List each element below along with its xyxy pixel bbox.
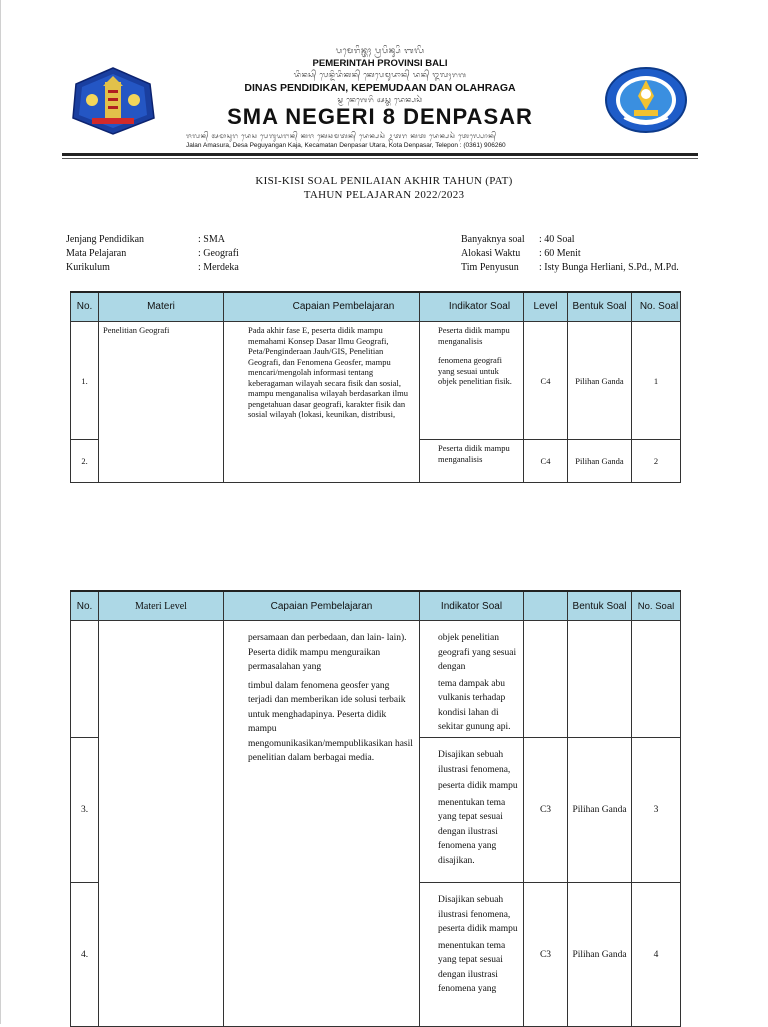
balinese-script-line: ᬤᬶᬦᬲ᭄ ᬧᬾᬦ᭄ᬤᬶᬤᬶᬓᬦ᭄ ᬓᬾᬧᬾᬫᬸᬤᬵᬦ᭄ ᬤᬦ᭄ ᬑᬮᬄᬭᬕ: [293, 71, 467, 79]
row-number: 2.: [71, 440, 99, 483]
capaian-cell: [224, 621, 420, 1027]
info-label: Tim Penyusun: [461, 262, 519, 273]
header-indikator: Indikator Soal: [420, 591, 524, 621]
bentuk-cell: [568, 621, 632, 738]
header-capaian: Capaian Pembelajaran: [224, 292, 420, 322]
bali-province-emblem-icon: [70, 66, 156, 136]
kisi-kisi-table-1: [70, 291, 681, 483]
kisi-kisi-table-2: [70, 590, 681, 1027]
bentuk-cell: Pilihan Ganda: [568, 738, 632, 883]
capaian-text: Pada akhir fase E, peserta didik mampu memahami Konsep Dasar Ilmu Geografi, Peta/Penginderaan Jauh/GIS, Penelitian Geografi, dan Fenomena Geosfer, mampu mencari/mengolah informasi tentang keberagaman wilayah secara fisik dan sosial, mampu menganalisa wilayah berdasarkan ilmu pengetahuan dasar geografi, karakter fisik dan sosial wilayah (lokasi, keunikan, distribusi,: [248, 325, 409, 419]
indikator-text: menentukan tema yang tepat sesuai dengan ilustrasi fenomena yang: [438, 940, 506, 994]
school-address: Jalan Amasura, Desa Peguyangan Kaja, Kecamatan Denpasar Utara, Kota Denpasar, Telepon : (0361) 906260: [186, 142, 506, 149]
page-edge: [0, 0, 1, 1024]
materi-text: Penelitian Geografi: [103, 325, 170, 335]
indikator-cell: [420, 322, 524, 440]
bentuk-cell: Pilihan Ganda: [568, 322, 632, 440]
balinese-script-line: ᬲ᭄ᬫ ᬦᬾᬕᬾᬭᬶ ᬅᬲ᭄ᬢ ᬤᬾᬦ᭄ᬧᬲᬃ: [337, 96, 423, 104]
row-number: 3.: [71, 738, 99, 883]
letterhead-rule: [62, 153, 698, 156]
info-label: Alokasi Waktu: [461, 248, 521, 259]
indikator-text: Peserta didik mampu menganalisis: [438, 325, 510, 346]
bentuk-cell: Pilihan Ganda: [568, 440, 632, 483]
row-number-blank: [71, 621, 99, 738]
no-soal-cell: 3: [632, 738, 681, 883]
row-number: 4.: [71, 883, 99, 1027]
info-value: : Isty Bunga Herliani, S.Pd., M.Pd.: [539, 262, 679, 273]
header-bentuk: Bentuk Soal: [568, 292, 632, 322]
info-label: Jenjang Pendidikan: [66, 234, 145, 245]
info-value: : SMA: [198, 234, 225, 245]
info-value: : Merdeka: [198, 262, 239, 273]
level-cell: C3: [524, 738, 568, 883]
no-soal-cell: [632, 621, 681, 738]
header-materi: Materi: [99, 292, 224, 322]
header-level-blank: [524, 591, 568, 621]
level-cell: [524, 621, 568, 738]
header-no: No.: [71, 292, 99, 322]
header-indikator: Indikator Soal: [420, 292, 524, 322]
info-value: : 40 Soal: [539, 234, 575, 245]
tut-wuri-handayani-logo-icon: [604, 66, 688, 134]
header-level: Level: [524, 292, 568, 322]
header-bentuk: Bentuk Soal: [568, 591, 632, 621]
department-name: DINAS PENDIDIKAN, KEPEMUDAAN DAN OLAHRAGA: [244, 82, 516, 94]
indikator-text: Disajikan sebuah ilustrasi fenomena,: [438, 750, 511, 775]
info-value: : 60 Menit: [539, 248, 581, 259]
bentuk-cell: Pilihan Ganda: [568, 883, 632, 1027]
indikator-text: tema dampak abu vulkanis terhadap kondisi lahan di sekitar gunung api.: [438, 678, 511, 732]
no-soal-cell: 4: [632, 883, 681, 1027]
info-value: : Geografi: [198, 248, 239, 259]
no-soal-cell: 1: [632, 322, 681, 440]
indikator-text: objek penelitian geografi yang sesuai dengan: [438, 633, 517, 672]
indikator-text: Peserta didik mampu menganalisis: [438, 443, 510, 464]
row-number: 1.: [71, 322, 99, 440]
academic-year: TAHUN PELAJARAN 2022/2023: [303, 189, 465, 201]
level-cell: C4: [524, 322, 568, 440]
school-name: SMA NEGERI 8 DENPASAR: [227, 104, 533, 129]
document-title: KISI-KISI SOAL PENILAIAN AKHIR TAHUN (PAT): [255, 175, 513, 187]
capaian-text: timbul dalam fenomena geosfer yang terjadi dan memberikan ide solusi terbaik untuk menghadapinya. Peserta didik mampu mengomunikasikan/mempublikasikan hasil penelitian dalam berbagai media.: [248, 680, 413, 763]
indikator-cell: [420, 738, 524, 883]
table-header-row: [71, 591, 681, 621]
header-capaian: Capaian Pembelajaran: [224, 591, 420, 621]
header-no: No.: [71, 591, 99, 621]
balinese-address-line: ᬚᬮᬦ᭄ ᬅᬫᬵᬲᬸᬭ ᬤᬾᬲ ᬧᬾᬕᬸᬬᬗᬦ᭄ ᬓᬚ ᬓᬾᬘᬫᬢᬦ᭄ ᬤᬾᬦ᭄ᬧᬲᬃ ᬉᬢᬭ ᬓᬢ ᬤᬾᬦ᭄ᬧᬲᬃ ᬢᬾᬮ᭄ᬧᭀᬦ᭄: [186, 132, 497, 140]
materi-cell: [99, 322, 224, 483]
government-name: PEMERINTAH PROVINSI BALI: [312, 58, 448, 69]
table-row: [71, 621, 681, 738]
indikator-text: fenomena geografi yang sesuai untuk objek penelitian fisik.: [438, 355, 512, 386]
level-cell: C4: [524, 440, 568, 483]
materi-cell: [99, 621, 224, 1027]
balinese-script-line: ᬧᬫᬾᬭᬶᬦ᭄ᬢᬄ ᬧ᭄ᬭᬧᬶᬦ᭄ᬲᬶ ᬩᬮᬶ: [335, 46, 425, 55]
no-soal-cell: 2: [632, 440, 681, 483]
letterhead-rule-thin: [62, 158, 698, 159]
table-header-row: [71, 292, 681, 322]
info-label: Mata Pelajaran: [66, 248, 127, 259]
capaian-text: persamaan dan perbedaan, dan lain- lain). Peserta didik mampu menguraikan permasalahan yang: [248, 633, 407, 672]
info-label: Kurikulum: [66, 262, 110, 273]
table-row: [71, 322, 681, 440]
indikator-text: peserta didik mampu: [438, 781, 518, 791]
indikator-cell: [420, 883, 524, 1027]
level-cell: C3: [524, 883, 568, 1027]
indikator-cell: [420, 440, 524, 483]
info-label: Banyaknya soal: [461, 234, 525, 245]
capaian-cell: [224, 322, 420, 483]
indikator-text: Disajikan sebuah ilustrasi fenomena, peserta didik mampu: [438, 895, 518, 934]
header-no-soal: No. Soal: [632, 292, 681, 322]
header-materi-level: Materi Level: [99, 591, 224, 621]
header-no-soal: No. Soal: [632, 591, 681, 621]
indikator-cell: [420, 621, 524, 738]
indikator-text: menentukan tema yang tepat sesuai dengan ilustrasi fenomena yang disajikan.: [438, 797, 506, 866]
